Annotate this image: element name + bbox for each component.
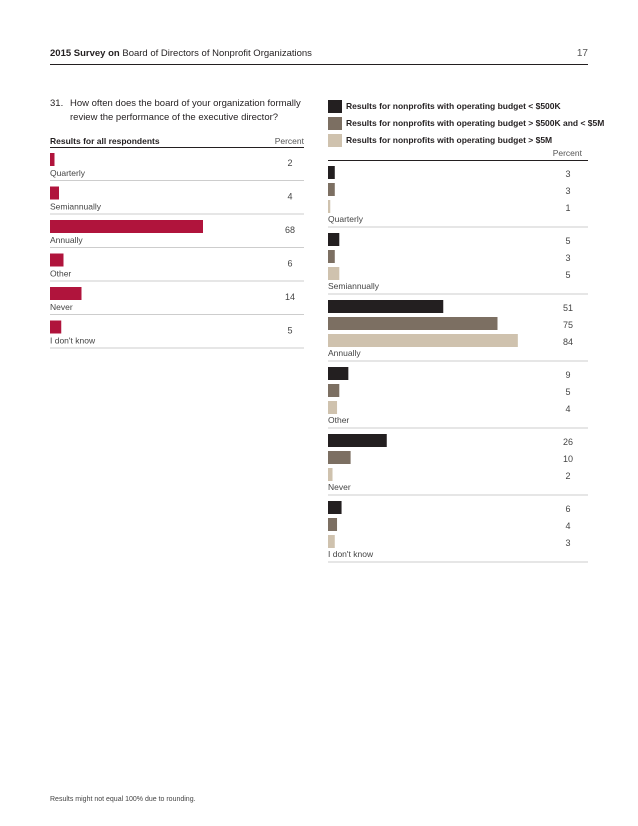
- category-label: Other: [50, 268, 72, 279]
- data-label: 5: [565, 387, 571, 397]
- data-label: 3: [565, 169, 571, 179]
- bar: [328, 434, 387, 447]
- data-label: 9: [565, 370, 571, 380]
- data-label: 6: [565, 504, 571, 514]
- data-label: 5: [565, 270, 571, 280]
- data-label: 2: [287, 158, 293, 168]
- data-label: 5: [565, 236, 571, 246]
- bar: [50, 153, 55, 166]
- data-label: 1: [565, 203, 571, 213]
- bar: [50, 254, 64, 267]
- data-label: 5: [287, 325, 293, 336]
- bar: [50, 287, 82, 300]
- data-label: 51: [562, 303, 574, 313]
- category-label: Semiannually: [328, 281, 380, 291]
- bar: [328, 233, 339, 246]
- footnote: Results might not equal 100% due to rounding.: [50, 796, 196, 803]
- data-label: 75: [562, 320, 574, 330]
- legend-label: Results for nonprofits with operating budget < $500K: [346, 101, 561, 111]
- bar: [328, 317, 498, 330]
- category-label: Annually: [50, 235, 83, 245]
- category-label: Quarterly: [50, 168, 85, 178]
- data-label: 26: [562, 437, 574, 447]
- data-label: 68: [284, 225, 296, 235]
- category-label: Quarterly: [328, 214, 363, 224]
- bar: [328, 166, 335, 179]
- bar: [328, 535, 335, 548]
- legend-label: Results for nonprofits with operating budget > $500K and < $5M: [346, 118, 605, 128]
- bar: [328, 468, 333, 481]
- bar: [328, 334, 518, 347]
- category-label: Annually: [328, 348, 361, 358]
- question-text: How often does the board of your organization formally review the performance of the executive director?: [70, 98, 301, 123]
- bar: [328, 401, 337, 414]
- right-percent-label: Percent: [552, 148, 582, 158]
- left-percent-label: Percent: [274, 136, 304, 146]
- data-label: 3: [565, 538, 571, 548]
- data-label: 10: [562, 454, 574, 464]
- question-number: 31.: [50, 98, 64, 109]
- category-label: Semiannually: [50, 201, 102, 212]
- bar: [50, 187, 59, 200]
- data-label: 3: [565, 253, 571, 263]
- data-label: 4: [287, 191, 293, 202]
- data-label: 2: [565, 471, 571, 481]
- category-label: I don't know: [328, 549, 374, 559]
- data-label: 4: [565, 404, 571, 414]
- header-title-bold: 2015 Survey on: [50, 48, 120, 59]
- category-label: I don't know: [50, 335, 96, 346]
- header-title: Board of Directors of Nonprofit Organizations: [122, 48, 312, 59]
- bar: [328, 267, 339, 280]
- left-column-label: Results for all respondents: [50, 136, 160, 146]
- bar: [328, 200, 330, 213]
- data-label: 84: [562, 337, 574, 347]
- category-label: Other: [328, 415, 350, 425]
- bar: [328, 183, 335, 196]
- legend-label: Results for nonprofits with operating budget > $5M: [346, 135, 553, 145]
- data-label: 3: [565, 186, 571, 196]
- bar: [328, 518, 337, 531]
- bar: [328, 300, 443, 313]
- bar: [50, 321, 61, 334]
- bar: [328, 250, 335, 263]
- bar: [328, 367, 348, 380]
- data-label: 14: [284, 292, 296, 302]
- bar: [328, 501, 342, 514]
- bar: [328, 451, 351, 464]
- category-label: Never: [50, 302, 73, 312]
- page-number: 17: [576, 48, 588, 59]
- category-label: Never: [328, 482, 351, 492]
- bar: [328, 384, 339, 397]
- bar: [50, 220, 203, 233]
- data-label: 6: [287, 258, 293, 269]
- data-label: 4: [565, 521, 571, 531]
